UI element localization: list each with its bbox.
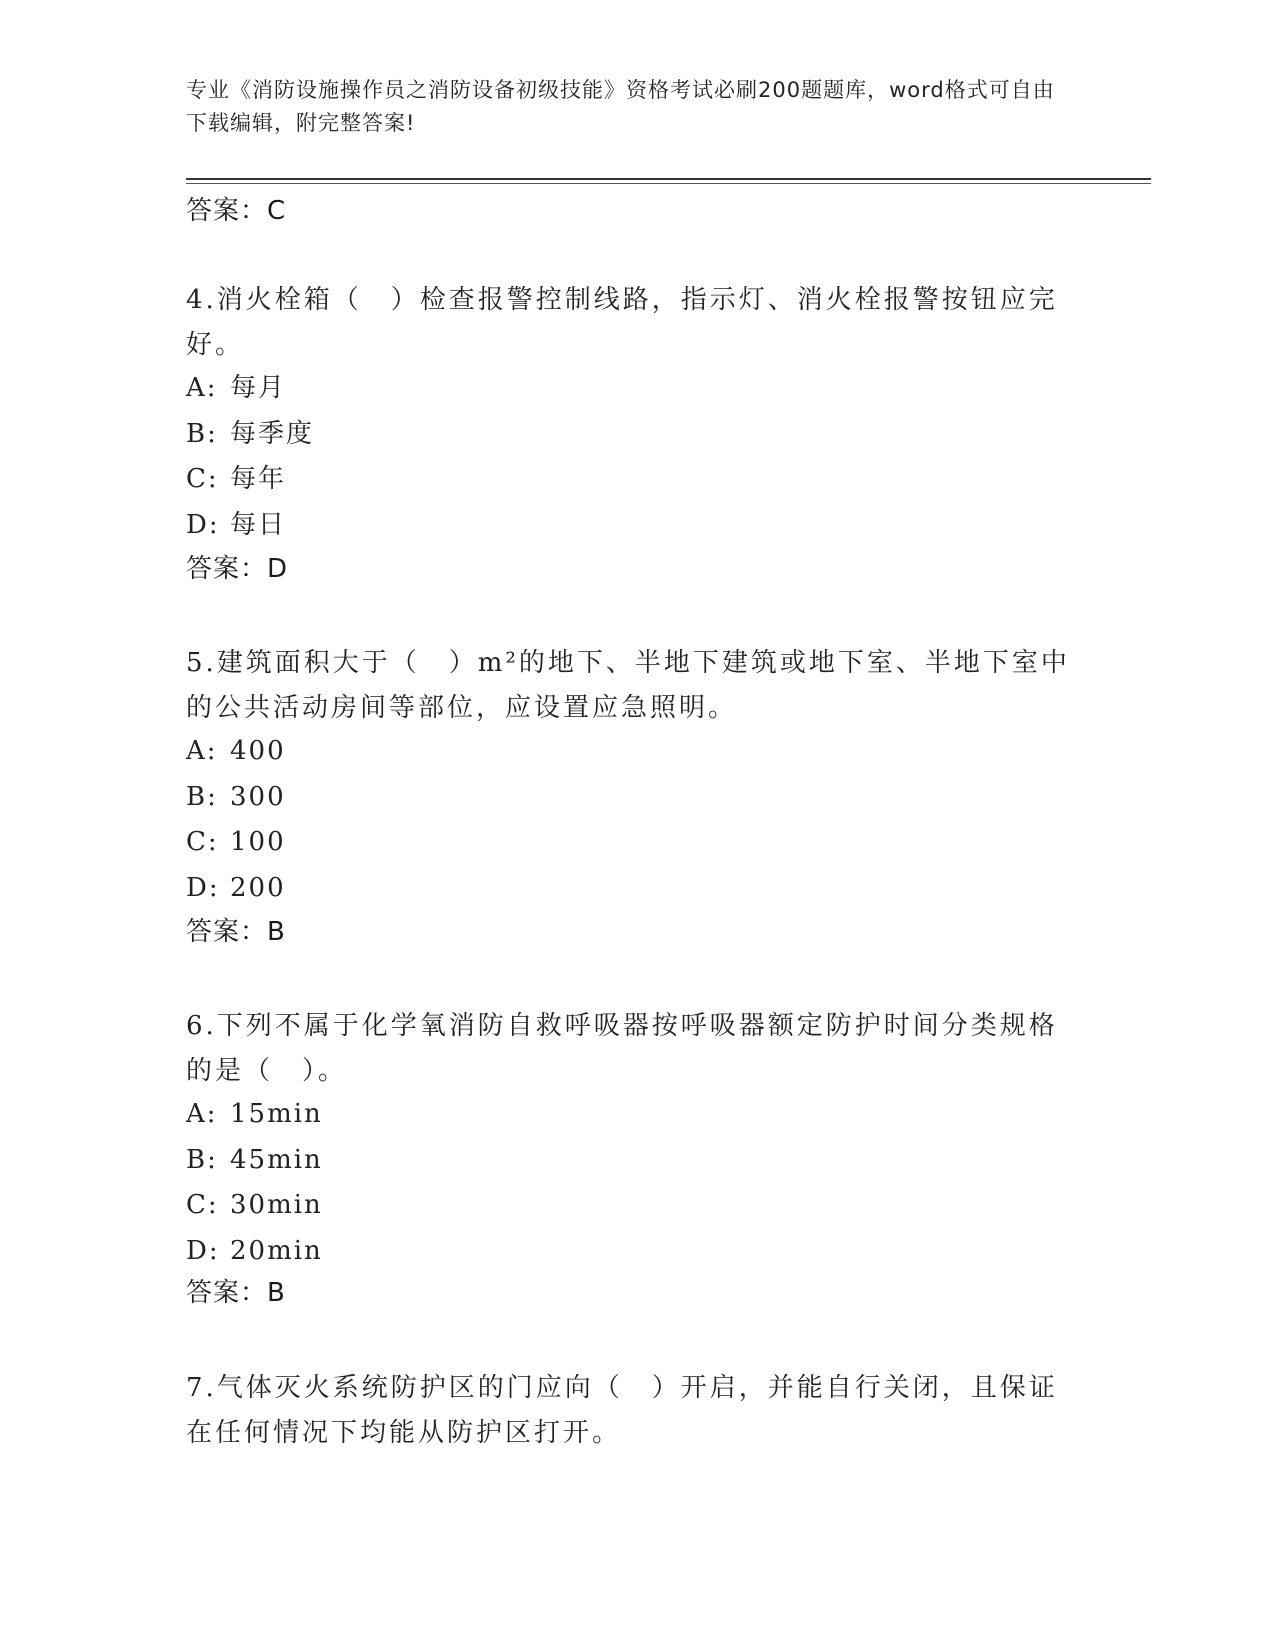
answer-value: C [267,196,287,226]
option-text: 400 [230,736,286,766]
question-5-options [186,729,286,911]
question-4-stem: 4.消火栓箱（ ）检查报警控制线路，指示灯、消火栓报警按钮应完好。 [186,285,1058,360]
option-letter: A: [186,736,218,766]
header-divider-thick [186,178,1151,180]
option-a [186,729,286,775]
header-title: 专业《消防设施操作员之消防设备初级技能》资格考试必刷200题题库，word格式可自由下载编辑，附完整答案! [186,78,1055,135]
question-5-answer [186,915,286,949]
option-text: 每月 [230,373,287,403]
option-d [186,503,314,549]
question-4-answer [186,552,288,586]
question-5-stem: 5.建筑面积大于（ ）m²的地下、半地下建筑或地下室、半地下室中的公共活动房间等部位，应设置应急照明。 [186,648,1070,723]
answer-label: 答案： [186,917,268,947]
option-a [186,1092,323,1138]
option-letter: D: [186,509,220,540]
option-text: 20min [230,1235,323,1266]
option-letter: C: [186,1190,219,1220]
answer-label: 答案： [186,554,268,584]
option-d [186,866,286,912]
option-c [186,1183,323,1229]
option-letter: D: [186,872,220,903]
option-c [186,820,286,866]
question-7-stem: 7.气体灭火系统防护区的门应向（ ）开启，并能自行关闭，且保证在任何情况下均能从防护区打开。 [186,1373,1058,1448]
option-text: 15min [230,1099,323,1129]
option-text: 300 [230,781,286,812]
document-header [186,74,1066,140]
option-c [186,457,314,503]
option-text: 100 [230,827,286,857]
option-letter: B: [186,418,218,449]
answer-value: D [267,554,289,584]
option-letter: C: [186,827,219,857]
option-letter: D: [186,1235,220,1266]
option-d [186,1229,323,1275]
option-letter: B: [186,1144,218,1175]
option-letter: A: [186,373,218,403]
header-divider-thin [186,183,1151,184]
question-6-answer [186,1276,286,1310]
option-text: 200 [230,872,286,903]
option-text: 45min [230,1144,323,1175]
option-text: 每日 [230,509,287,540]
option-letter: A: [186,1099,218,1129]
option-text: 每年 [230,464,287,494]
option-letter: C: [186,464,219,494]
option-text: 30min [230,1190,323,1220]
option-b [186,1138,323,1184]
option-letter: B: [186,781,218,812]
option-b [186,412,314,458]
answer-label: 答案： [186,1278,268,1308]
question-6-stem: 6.下列不属于化学氧消防自救呼吸器按呼吸器额定防护时间分类规格的是（ ）。 [186,1011,1058,1086]
option-text: 每季度 [230,418,315,449]
answer-value: B [267,917,286,947]
option-b [186,775,286,821]
answer-value: B [267,1278,286,1308]
question-6-options [186,1092,323,1274]
answer-label: 答案： [186,196,268,226]
question-4-options [186,366,314,548]
option-a [186,366,314,412]
answer-line [186,194,286,228]
